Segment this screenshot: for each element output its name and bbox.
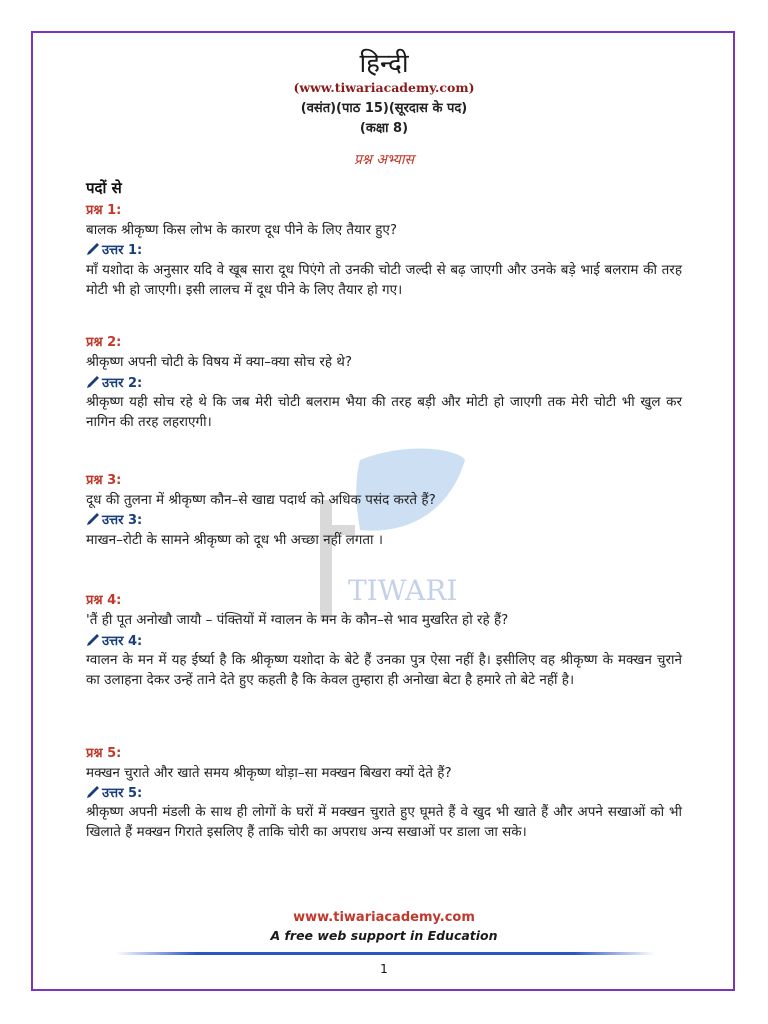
footer-divider — [115, 952, 655, 955]
question-4-text: 'तैं ही पूत अनोखौ जायौ – पंक्तियों में ग्वालन के मन के कौन–से भाव मुखरित हो रहे हैं? — [86, 612, 509, 628]
answer-4-label — [86, 631, 142, 649]
class-line: (कक्षा 8) — [359, 121, 409, 136]
watermark-text: TIWARI — [348, 574, 458, 607]
section-title: पदों से — [86, 179, 122, 197]
question-2-label: प्रश्न 2: — [86, 335, 122, 350]
chapter-line: (वसंत)(पाठ 15)(सूरदास के पद) — [300, 101, 468, 116]
answer-5-label — [86, 783, 142, 801]
answer-3-label-text: उत्तर 3: — [102, 513, 143, 528]
question-1-label: प्रश्न 1: — [86, 203, 122, 218]
answer-4-label-text: उत्तर 4: — [102, 634, 143, 649]
question-5-label: प्रश्न 5: — [86, 746, 122, 761]
question-1-text: बालक श्रीकृष्ण किस लोभ के कारण दूध पीने के लिए तैयार हुए? — [86, 222, 398, 238]
question-3-label: प्रश्न 3: — [86, 473, 122, 488]
pen-icon — [86, 785, 100, 799]
question-2-text: श्रीकृष्ण अपनी चोटी के विषय में क्या–क्या सोच रहे थे? — [86, 354, 353, 370]
footer-tagline: A free web support in Education — [270, 928, 498, 943]
pen-icon — [86, 242, 100, 256]
answer-1-label — [86, 240, 142, 258]
question-5-text: मक्खन चुराते और खाते समय श्रीकृष्ण थोड़ा–सा मक्खन बिखरा क्यों देते हैं? — [86, 765, 452, 781]
question-3-text: दूध की तुलना में श्रीकृष्ण कौन–से खाद्य पदार्थ को अधिक पसंद करते हैं? — [86, 492, 436, 508]
question-4-label: प्रश्न 4: — [86, 593, 122, 608]
answer-3-text: माखन–रोटी के सामने श्रीकृष्ण को दूध भी अच्छा नहीं लगता । — [86, 532, 383, 548]
pen-icon — [86, 512, 100, 526]
answer-3-label — [86, 510, 142, 528]
answer-5-text: श्रीकृष्ण अपनी मंडली के साथ ही लोगों के घरों में मक्खन चुराते हुए घूमते हैं वे खुद भी खाते हैं और अपने सखाओं को भी खिलाते हैं मक्खन गिराते इसलिए हैं ताकि चोरी का अपराध अन्य सखाओं पर डाला जा सके। — [86, 804, 682, 840]
page-title: हिन्दी — [359, 49, 409, 79]
pen-icon — [86, 633, 100, 647]
answer-2-label — [86, 373, 142, 391]
answer-1-text: माँ यशोदा के अनुसार यदि वे खूब सारा दूध पिएंगे तो उनकी चोटी जल्दी से बढ़ जाएगी और उनके बड़े भाई बलराम की तरह मोटी भी हो जाएगी। इसी लालच में दूध पीने के लिए तैयार हो गए। — [86, 262, 682, 298]
pen-icon — [86, 375, 100, 389]
page-number: 1 — [380, 962, 388, 976]
answer-1-label-text: उत्तर 1: — [102, 243, 143, 258]
site-url: (www.tiwariacademy.com) — [293, 80, 475, 95]
footer-site-link[interactable]: www.tiwariacademy.com — [293, 910, 475, 925]
answer-4-text: ग्वालन के मन में यह ईर्ष्या है कि श्रीकृष्ण यशोदा के बेटे हैं उनका पुत्र ऐसा नहीं है। इसीलिए वह श्रीकृष्ण के मक्खन चुराने का उलाहना देकर उन्हें ताने देते हुए कहती है कि केवल तुम्हारा ही अनोखा बेटा है हमारे तो बेटे नहीं है। — [86, 652, 682, 688]
answer-2-text: श्रीकृष्ण यही सोच रहे थे कि जब मेरी चोटी बलराम भैया की तरह बड़ी और मोटी हो जाएगी तक मेरी चोटी भी खुल कर नागिन की तरह लहराएगी। — [86, 394, 682, 430]
answer-5-label-text: उत्तर 5: — [102, 786, 143, 801]
exercise-heading: प्रश्न अभ्यास — [353, 152, 415, 168]
answer-2-label-text: उत्तर 2: — [102, 376, 143, 391]
